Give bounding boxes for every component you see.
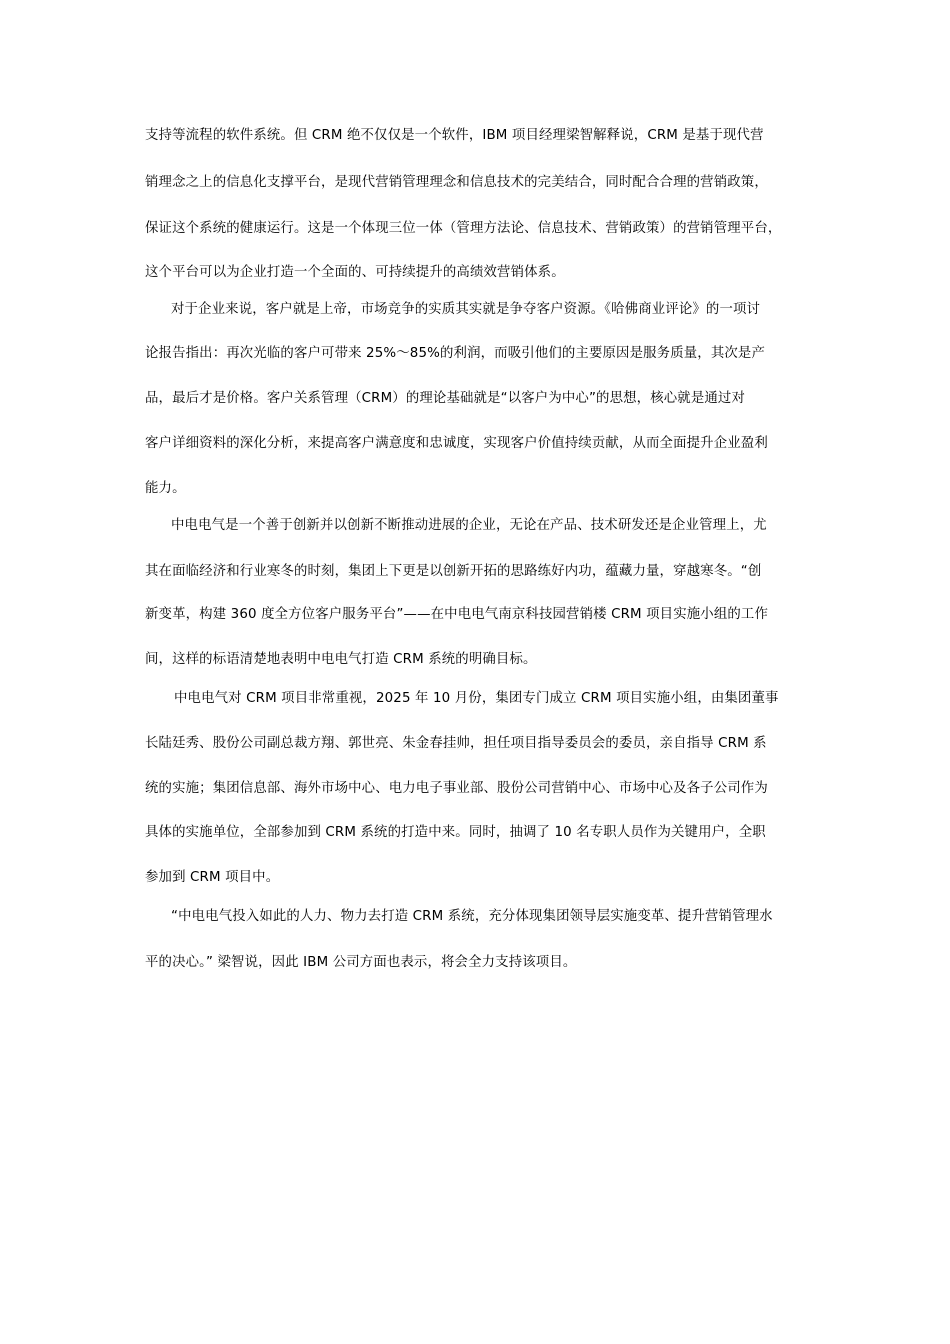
paragraph-3-line-4: 间，这样的标语清楚地表明中电电气打造 CRM 系统的明确目标。 (145, 652, 537, 667)
paragraph-1-line-3: 保证这个系统的健康运行。这是一个体现三位一体（管理方法论、信息技术、营销政策）的营销管理平台， (145, 221, 782, 236)
paragraph-2-line-5: 能力。 (145, 481, 186, 496)
paragraph-4-line-3: 统的实施；集团信息部、海外市场中心、电力电子事业部、股份公司营销中心、市场中心及各子公司作为 (145, 781, 768, 796)
paragraph-3-line-2: 其在面临经济和行业寒冬的时刻，集团上下更是以创新开拓的思路练好内功，蕴藏力量，穿越寒冬。“创 (145, 564, 762, 579)
paragraph-1-line-1: 支持等流程的软件系统。但 CRM 绝不仅仅是一个软件，IBM 项目经理梁智解释说，CRM 是基于现代营 (145, 128, 764, 143)
paragraph-1-line-4: 这个平台可以为企业打造一个全面的、可持续提升的高绩效营销体系。 (145, 265, 565, 280)
paragraph-5-line-1: “中电电气投入如此的人力、物力去打造 CRM 系统，充分体现集团领导层实施变革、提升营销管理水 (171, 909, 773, 924)
paragraph-4-line-4: 具体的实施单位，全部参加到 CRM 系统的打造中来。同时，抽调了 10 名专职人员作为关键用户，全职 (145, 825, 766, 840)
paragraph-1-line-2: 销理念之上的信息化支撑平台，是现代营销管理理念和信息技术的完美结合，同时配合合理的营销政策， (145, 175, 768, 190)
paragraph-4-line-2: 长陆廷秀、股份公司副总裁方翔、郭世亮、朱金春挂帅，担任项目指导委员会的委员，亲自指导 CRM 系 (145, 736, 767, 751)
paragraph-2-line-3: 品，最后才是价格。客户关系管理（CRM）的理论基础就是“以客户为中心”的思想，核心就是通过对 (145, 391, 745, 406)
paragraph-2-line-1: 对于企业来说，客户就是上帝，市场竞争的实质其实就是争夺客户资源。《哈佛商业评论》的一项讨 (171, 302, 761, 317)
paragraph-5-line-2: 平的决心。” 梁智说，因此 IBM 公司方面也表示，将会全力支持该项目。 (145, 955, 577, 970)
paragraph-2-line-2: 论报告指出：再次光临的客户可带来 25%～85%的利润，而吸引他们的主要原因是服务质量，其次是产 (145, 346, 765, 361)
paragraph-2-line-4: 客户详细资料的深化分析，来提高客户满意度和忠诚度，实现客户价值持续贡献，从而全面提升企业盈利 (145, 436, 768, 451)
paragraph-3-line-3: 新变革，构建 360 度全方位客户服务平台”——在中电电气南京科技园营销楼 CRM 项目实施小组的工作 (145, 607, 769, 622)
paragraph-4-line-5: 参加到 CRM 项目中。 (145, 870, 280, 885)
paragraph-4-line-1: 中电电气对 CRM 项目非常重视，2025 年 10 月份，集团专门成立 CRM 项目实施小组，由集团董事 (174, 691, 779, 706)
paragraph-3-line-1: 中电电气是一个善于创新并以创新不断推动进展的企业，无论在产品、技术研发还是企业管理上，尤 (171, 518, 767, 533)
